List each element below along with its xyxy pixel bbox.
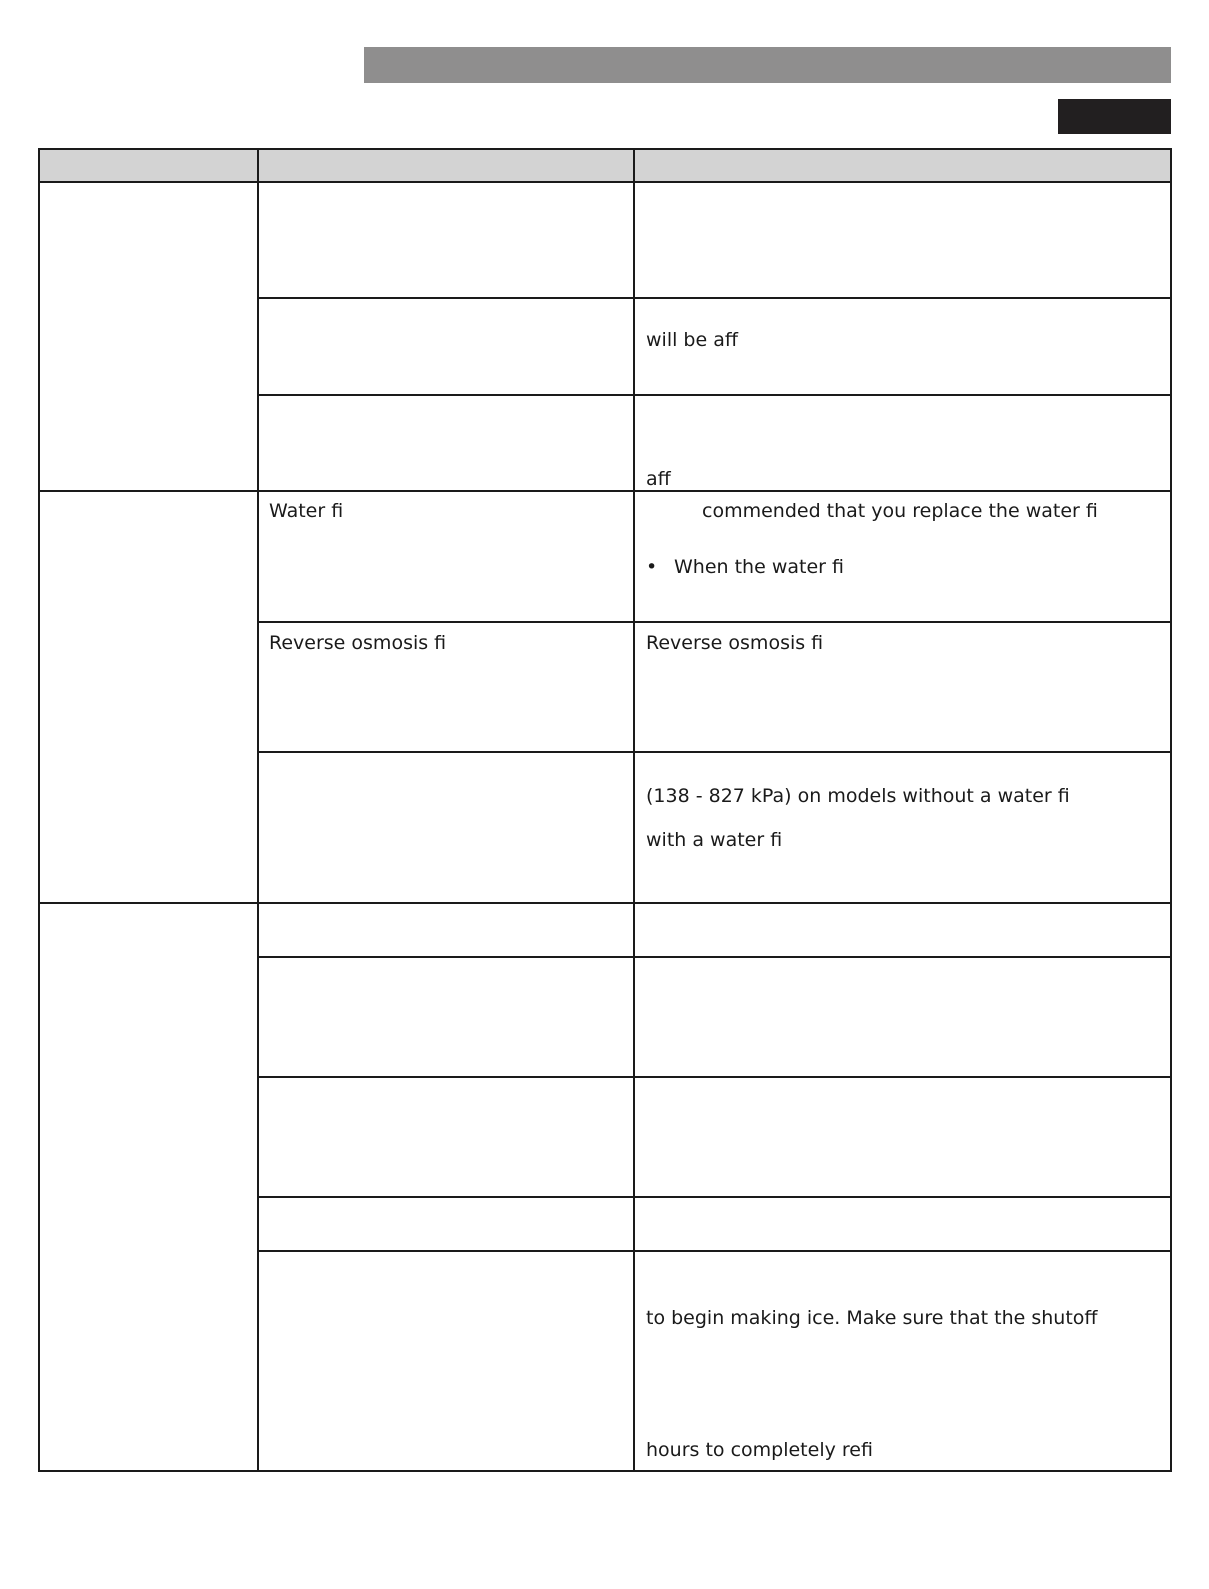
cell-text: commended that you replace the water fi xyxy=(702,500,1098,522)
cell-text: Reverse osmosis fi xyxy=(646,632,824,654)
bullet-icon: • xyxy=(646,556,658,578)
group-separator-2 xyxy=(40,902,1170,904)
cell-text: aff xyxy=(646,468,671,490)
cell-text: When the water fi xyxy=(674,556,844,578)
cell-text: Reverse osmosis fi xyxy=(269,632,447,654)
troubleshooting-table xyxy=(38,148,1172,1472)
row-separator xyxy=(257,1076,1170,1078)
cell-text: hours to completely refi xyxy=(646,1439,873,1461)
cell-text: to begin making ice. Make sure that the shutoff xyxy=(646,1307,1098,1329)
row-separator xyxy=(257,621,1170,623)
row-separator xyxy=(257,1250,1170,1252)
row-separator xyxy=(257,1196,1170,1198)
cell-text: will be aff xyxy=(646,329,738,351)
cell-text: with a water fi xyxy=(646,829,783,851)
column-divider-1 xyxy=(257,150,259,1470)
row-separator xyxy=(257,751,1170,753)
cell-text: (138 - 827 kPa) on models without a water fi xyxy=(646,785,1070,807)
column-divider-2 xyxy=(633,150,635,1470)
table-header-row xyxy=(40,150,1170,183)
cell-text: Water fi xyxy=(269,500,344,522)
section-header-bar xyxy=(364,47,1171,83)
row-separator xyxy=(257,297,1170,299)
row-separator xyxy=(257,394,1170,396)
group-separator-1 xyxy=(40,490,1170,492)
page-tab xyxy=(1058,99,1171,134)
row-separator xyxy=(257,956,1170,958)
